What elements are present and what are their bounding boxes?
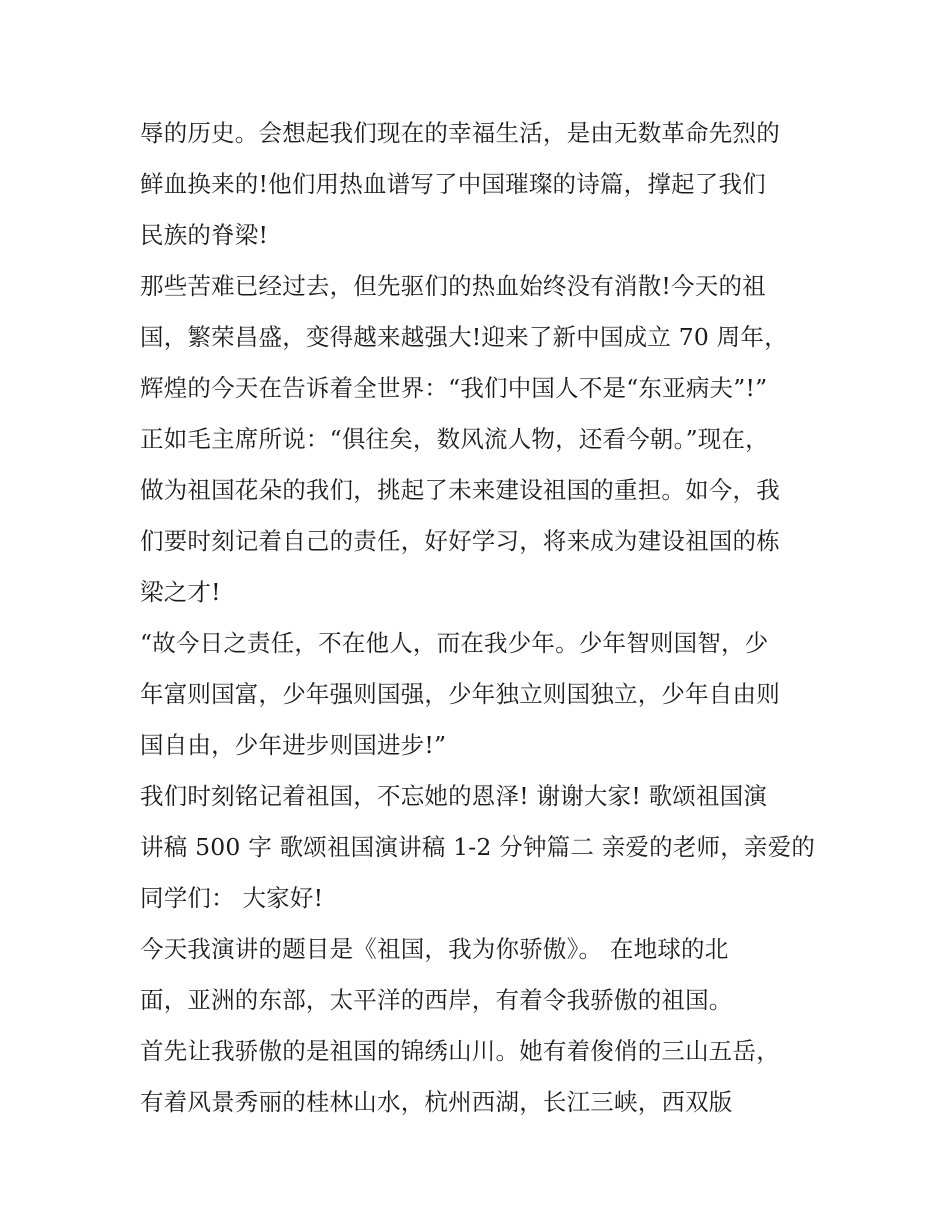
text-line: 们要时刻记着自己的责任，好好学习，将来成为建设祖国的栋 [140, 527, 780, 555]
text-line: 辉煌的今天在告诉着全世界：“我们中国人不是“东亚病夫”!” [140, 374, 768, 402]
text-line: 那些苦难已经过去，但先驱们的热血始终没有消散!今天的祖 [140, 272, 766, 300]
text-line: 国，繁荣昌盛，变得越来越强大!迎来了新中国成立 70 周年， [140, 323, 788, 351]
text-line: 有着风景秀丽的桂林山水，杭州西湖，长江三峡，西双版 [140, 1088, 733, 1116]
text-line: 辱的历史。会想起我们现在的幸福生活，是由无数革命先烈的 [140, 119, 780, 147]
text-line: 国自由，少年进步则国进步!” [140, 731, 447, 759]
text-line: 讲稿 500 字 歌颂祖国演讲稿 1-2 分钟篇二 亲爱的老师，亲爱的 [140, 833, 816, 861]
text-line: 年富则国富，少年强则国强，少年独立则国独立，少年自由则 [140, 680, 780, 708]
body-text [140, 108, 820, 1128]
text-line: 正如毛主席所说：“俱往矣，数风流人物，还看今朝。”现在， [140, 425, 769, 453]
text-line: 面，亚洲的东部，太平洋的西岸，有着令我骄傲的祖国。 [140, 986, 733, 1014]
text-line: 我们时刻铭记着祖国，不忘她的恩泽! 谢谢大家! 歌颂祖国演 [140, 782, 768, 810]
text-line: 鲜血换来的!他们用热血谱写了中国璀璨的诗篇，撑起了我们 [140, 170, 766, 198]
text-line: 民族的脊梁! [140, 221, 269, 249]
text-line: 同学们： 大家好! [140, 884, 324, 912]
text-line: 今天我演讲的题目是《祖国，我为你骄傲》。 在地球的北 [140, 935, 729, 963]
text-line: 做为祖国花朵的我们，挑起了未来建设祖国的重担。如今，我 [140, 476, 780, 504]
text-line: 梁之才! [140, 578, 221, 606]
text-line: 首先让我骄傲的是祖国的锦绣山川。她有着俊俏的三山五岳， [140, 1037, 780, 1065]
text-line: “故今日之责任，不在他人，而在我少年。少年智则国智，少 [140, 629, 769, 657]
